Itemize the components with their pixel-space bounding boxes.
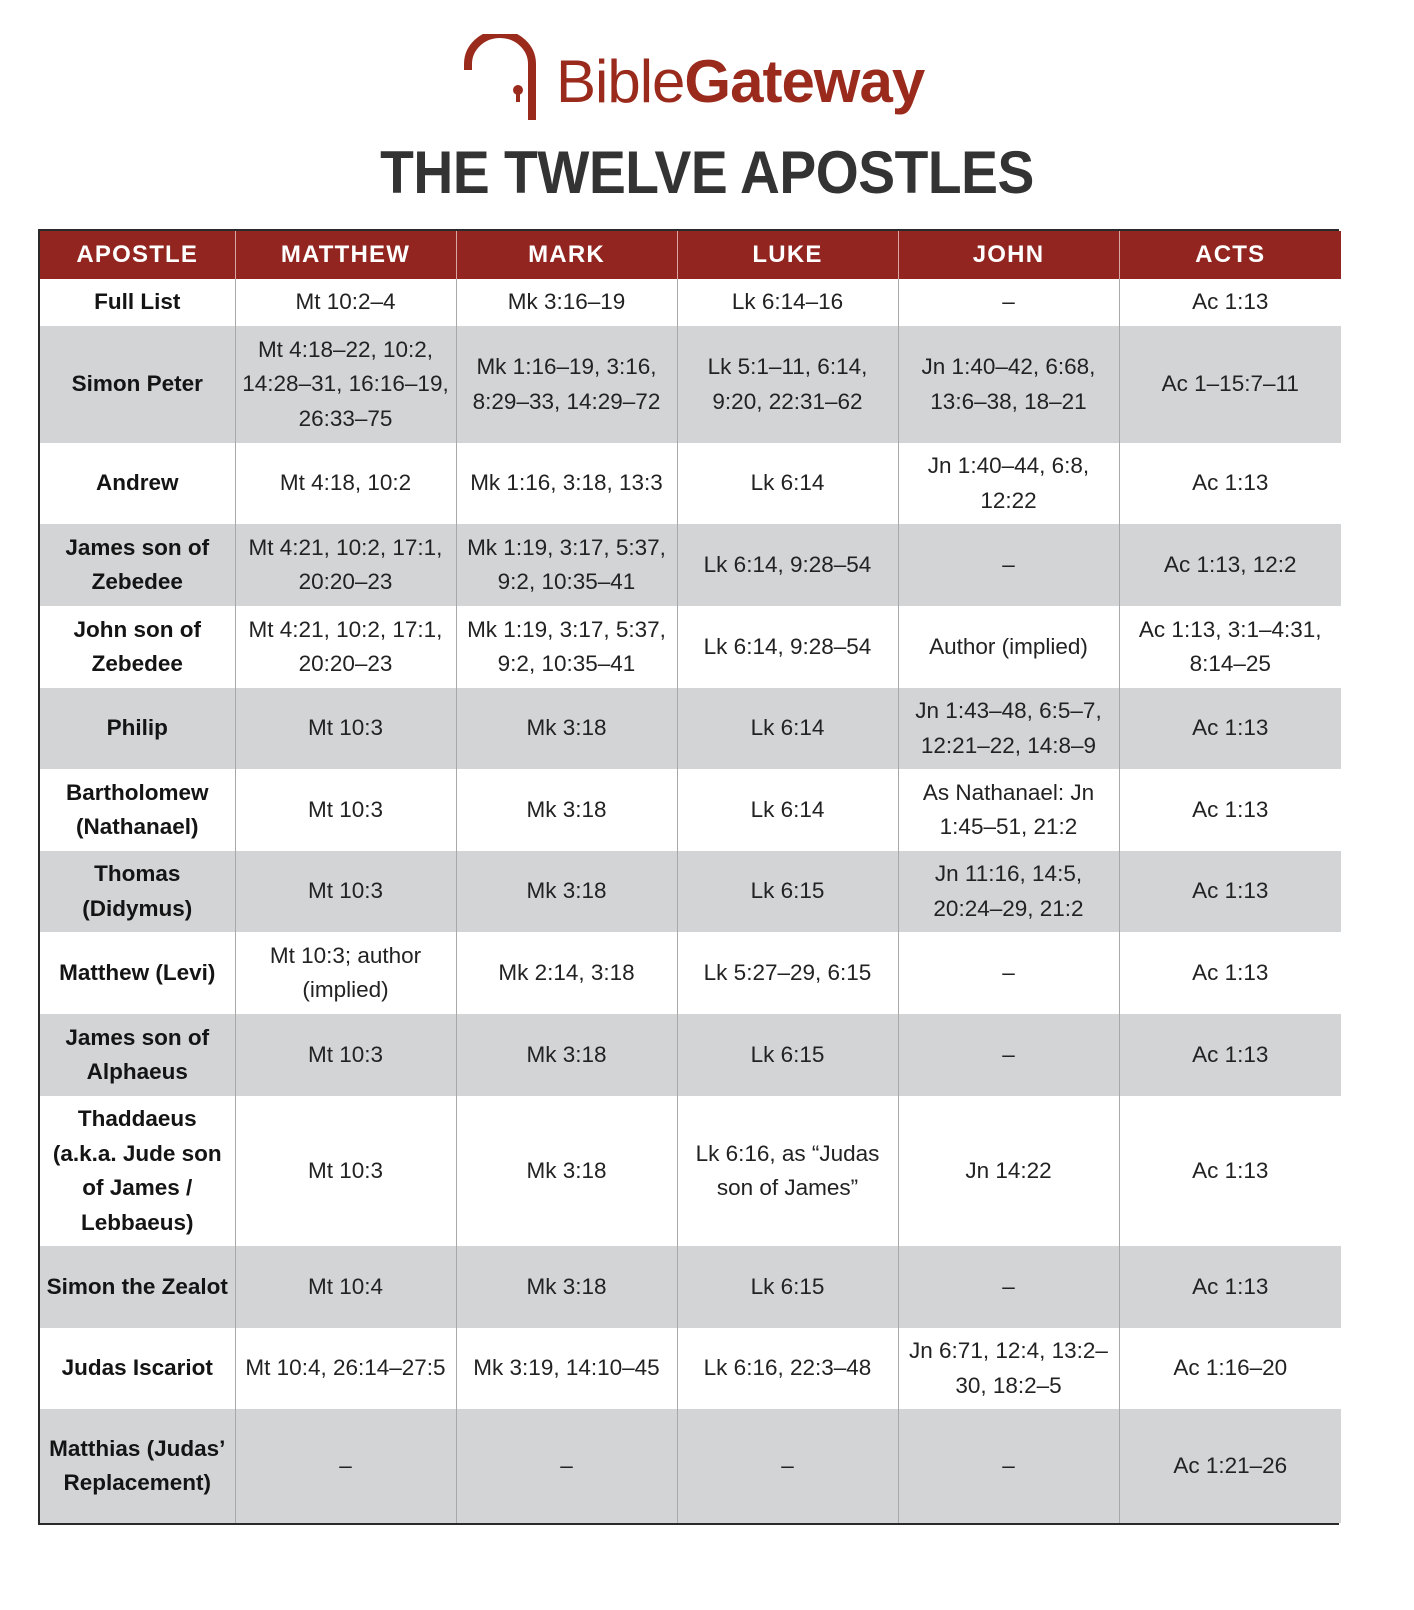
acts-ref: Ac 1:21–26 [1119,1409,1341,1523]
luke-ref: Lk 6:16, as “Judas son of James” [677,1096,898,1246]
luke-ref: Lk 6:14–16 [677,279,898,326]
apostle-name: Bartholomew (Nathanael) [40,769,235,851]
table-row [40,443,1341,524]
page-title: THE TWELVE APOSTLES [380,139,1034,206]
john-ref: Jn 1:43–48, 6:5–7, 12:21–22, 14:8–9 [898,688,1119,769]
acts-ref: Ac 1:13 [1119,443,1341,524]
luke-ref: Lk 6:16, 22:3–48 [677,1328,898,1409]
acts-ref: Ac 1:13, 3:1–4:31, 8:14–25 [1119,606,1341,688]
apostle-name: John son of Zebedee [40,606,235,688]
luke-ref: Lk 5:1–11, 6:14, 9:20, 22:31–62 [677,326,898,443]
luke-ref: Lk 6:14 [677,769,898,851]
mark-ref: Mk 3:18 [456,1014,677,1096]
table-row [40,851,1341,932]
apostle-name: Thaddaeus (a.k.a. Jude son of James / Lebbaeus) [40,1096,235,1246]
column-header-acts: ACTS [1119,231,1341,279]
apostle-name: Philip [40,688,235,769]
mark-ref: Mk 1:19, 3:17, 5:37, 9:2, 10:35–41 [456,524,677,606]
column-header-apostle: APOSTLE [40,231,235,279]
matthew-ref: Mt 4:21, 10:2, 17:1, 20:20–23 [235,524,456,606]
acts-ref: Ac 1:13 [1119,1014,1341,1096]
matthew-ref: Mt 10:3 [235,1096,456,1246]
luke-ref: Lk 6:14, 9:28–54 [677,524,898,606]
luke-ref: – [677,1409,898,1523]
john-ref: As Nathanael: Jn 1:45–51, 21:2 [898,769,1119,851]
apostle-name: Simon the Zealot [40,1246,235,1328]
luke-ref: Lk 6:14 [677,443,898,524]
matthew-ref: Mt 10:3 [235,851,456,932]
table-header-row [40,231,1341,279]
matthew-ref: – [235,1409,456,1523]
table-row [40,688,1341,769]
gateway-arch-keyhole-icon [462,34,542,124]
luke-ref: Lk 6:14 [677,688,898,769]
matthew-ref: Mt 10:2–4 [235,279,456,326]
john-ref: – [898,932,1119,1014]
john-ref: Jn 6:71, 12:4, 13:2–30, 18:2–5 [898,1328,1119,1409]
luke-ref: Lk 6:14, 9:28–54 [677,606,898,688]
mark-ref: Mk 3:18 [456,688,677,769]
matthew-ref: Mt 4:18, 10:2 [235,443,456,524]
matthew-ref: Mt 4:18–22, 10:2, 14:28–31, 16:16–19, 26:33–75 [235,326,456,443]
matthew-ref: Mt 10:3; author (implied) [235,932,456,1014]
john-ref: Author (implied) [898,606,1119,688]
table-row [40,524,1341,606]
table-row [40,606,1341,688]
john-ref: – [898,279,1119,326]
acts-ref: Ac 1:13, 12:2 [1119,524,1341,606]
john-ref: – [898,524,1119,606]
apostle-name: Matthew (Levi) [40,932,235,1014]
mark-ref: – [456,1409,677,1523]
john-ref: – [898,1014,1119,1096]
matthew-ref: Mt 10:3 [235,769,456,851]
apostle-name: James son of Alphaeus [40,1014,235,1096]
mark-ref: Mk 3:18 [456,1096,677,1246]
brand-name-gateway: Gateway [684,48,925,115]
table-row [40,1409,1341,1523]
apostle-name: Full List [40,279,235,326]
acts-ref: Ac 1:13 [1119,932,1341,1014]
acts-ref: Ac 1:16–20 [1119,1328,1341,1409]
table-row [40,1096,1341,1246]
mark-ref: Mk 1:16, 3:18, 13:3 [456,443,677,524]
table-row [40,1328,1341,1409]
john-ref: Jn 14:22 [898,1096,1119,1246]
luke-ref: Lk 6:15 [677,1014,898,1096]
brand-name-bible: Bible [556,48,685,115]
table-row [40,279,1341,326]
john-ref: Jn 11:16, 14:5, 20:24–29, 21:2 [898,851,1119,932]
mark-ref: Mk 3:19, 14:10–45 [456,1328,677,1409]
table-row [40,1014,1341,1096]
acts-ref: Ac 1:13 [1119,688,1341,769]
acts-ref: Ac 1:13 [1119,851,1341,932]
mark-ref: Mk 3:18 [456,1246,677,1328]
mark-ref: Mk 2:14, 3:18 [456,932,677,1014]
matthew-ref: Mt 4:21, 10:2, 17:1, 20:20–23 [235,606,456,688]
mark-ref: Mk 1:19, 3:17, 5:37, 9:2, 10:35–41 [456,606,677,688]
brand-name [556,48,925,115]
column-header-luke: LUKE [677,231,898,279]
john-ref: Jn 1:40–42, 6:68, 13:6–38, 18–21 [898,326,1119,443]
acts-ref: Ac 1:13 [1119,279,1341,326]
mark-ref: Mk 3:16–19 [456,279,677,326]
matthew-ref: Mt 10:4 [235,1246,456,1328]
table-row [40,326,1341,443]
acts-ref: Ac 1–15:7–11 [1119,326,1341,443]
column-header-mark: MARK [456,231,677,279]
luke-ref: Lk 5:27–29, 6:15 [677,932,898,1014]
acts-ref: Ac 1:13 [1119,1096,1341,1246]
john-ref: Jn 1:40–44, 6:8, 12:22 [898,443,1119,524]
luke-ref: Lk 6:15 [677,1246,898,1328]
matthew-ref: Mt 10:3 [235,688,456,769]
mark-ref: Mk 1:16–19, 3:16, 8:29–33, 14:29–72 [456,326,677,443]
column-header-john: JOHN [898,231,1119,279]
matthew-ref: Mt 10:4, 26:14–27:5 [235,1328,456,1409]
matthew-ref: Mt 10:3 [235,1014,456,1096]
mark-ref: Mk 3:18 [456,769,677,851]
acts-ref: Ac 1:13 [1119,1246,1341,1328]
bible-gateway-logo [462,34,924,124]
table-row [40,769,1341,851]
apostle-name: James son of Zebedee [40,524,235,606]
luke-ref: Lk 6:15 [677,851,898,932]
acts-ref: Ac 1:13 [1119,769,1341,851]
apostle-name: Simon Peter [40,326,235,443]
john-ref: – [898,1246,1119,1328]
mark-ref: Mk 3:18 [456,851,677,932]
john-ref: – [898,1409,1119,1523]
apostle-name: Thomas (Didymus) [40,851,235,932]
apostles-table [38,229,1339,1525]
apostle-name: Andrew [40,443,235,524]
apostle-name: Matthias (Judas’ Replacement) [40,1409,235,1523]
apostle-name: Judas Iscariot [40,1328,235,1409]
table-row [40,1246,1341,1328]
table-row [40,932,1341,1014]
column-header-matthew: MATTHEW [235,231,456,279]
